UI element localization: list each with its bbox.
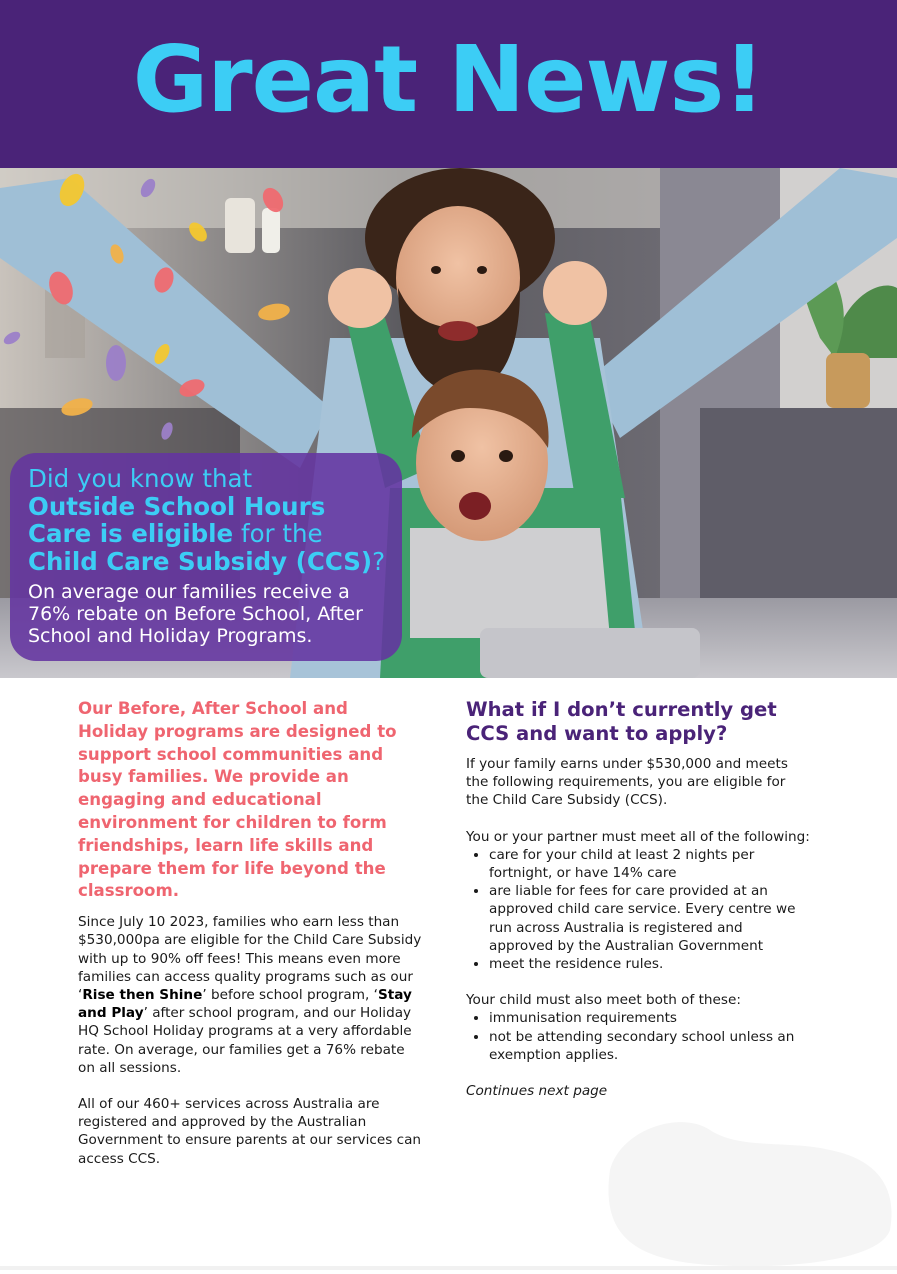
eligibility-paragraph (78, 913, 423, 1077)
partner-requirements-list (466, 846, 811, 973)
spacer (466, 973, 811, 991)
spacer (78, 1077, 423, 1095)
list-item: • immunisation requirements (489, 1009, 811, 1027)
page-title: Great News! (132, 26, 765, 133)
bottom-divider (0, 1266, 897, 1270)
spacer (466, 810, 811, 828)
left-column (78, 698, 423, 1168)
callout-question (28, 465, 388, 575)
list-item: • are liable for fees for care provided at an approved child care service. Every centre we run across Australia is registered and approved by the Australian Government (489, 882, 811, 955)
callout-highlight-ccs: Child Care Subsidy (CCS) (28, 546, 373, 576)
stay-and-play: Stay and Play (78, 986, 412, 1022)
list-item: • not be attending secondary school unless an exemption applies. (489, 1028, 811, 1064)
rise-then-shine: Rise then Shine (82, 986, 203, 1003)
decorative-smudge (590, 1110, 897, 1270)
header-banner (0, 0, 897, 168)
child-requirements-intro: Your child must also meet both of these: (466, 992, 741, 1009)
callout-qmark: ? (372, 546, 386, 576)
child-requirements-list (466, 1009, 811, 1064)
list-item: • meet the residence rules. (489, 955, 811, 973)
eligibility-text-e: ’ after school program, and our Holiday HQ School Holiday programs at a very affordable rate. On average, our families get a 76% rebate on all sessions. (78, 1005, 412, 1076)
income-paragraph: If your family earns under $530,000 and meets the following requirements, you are eligible for the Child Care Subsidy (CCS). (466, 756, 788, 809)
continues-next-page: Continues next page (466, 1083, 608, 1100)
intro-text: Our Before, After School and Holiday programs are designed to support school communities and busy families. We provide an engaging and educational environment for children to form friendships, learn life skills and prepare them for life beyond the classroom. (78, 699, 397, 901)
right-column (466, 698, 811, 1100)
callout-line1: Did you know that (28, 464, 253, 493)
services-paragraph: All of our 460+ services across Australia are registered and approved by the Australian Government to ensure parents at our services can access CCS. (78, 1096, 422, 1167)
ccs-callout (10, 453, 402, 661)
callout-highlight-osh: Outside School Hours Care is eligible (28, 491, 326, 548)
eligibility-text-a: Since July 10 2023, families who earn less than $530,000pa are eligible for the Child Care Subsidy with up to 90% off fees! This means even more families can access quality programs such as our ‘ (78, 914, 422, 1003)
apply-heading: What if I don’t currently get CCS and want to apply? (466, 698, 777, 745)
callout-mid: for the (233, 519, 323, 548)
partner-requirements-intro: You or your partner must meet all of the following: (466, 828, 810, 845)
callout-rebate-text: On average our families receive a 76% rebate on Before School, After School and Holiday Programs. (28, 581, 363, 647)
list-item: • care for your child at least 2 nights per fortnight, or have 14% care (489, 846, 811, 882)
eligibility-text-c: ’ before school program, ‘ (202, 986, 378, 1003)
